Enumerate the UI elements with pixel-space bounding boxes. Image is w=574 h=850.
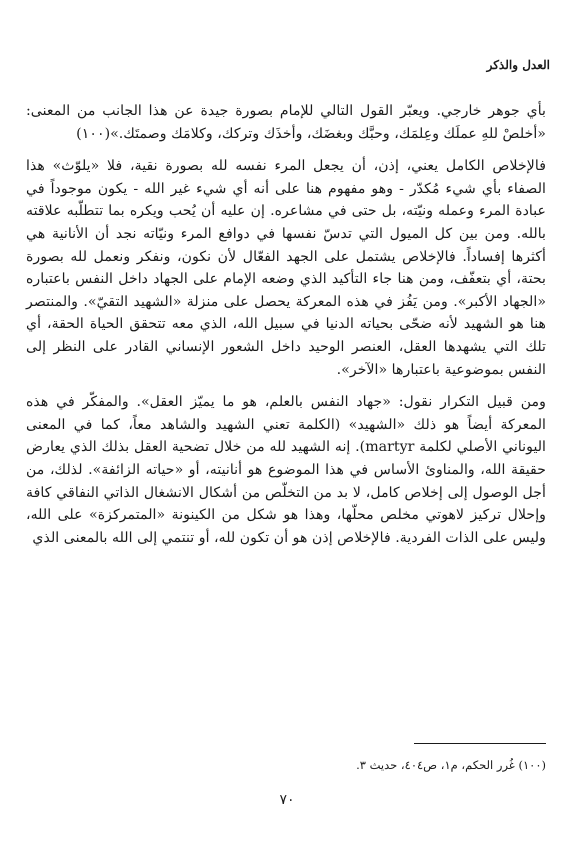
footnote: (١٠٠) غُرر الحكم، م١، ص٤٠٤، حديث ٣. xyxy=(356,758,546,772)
paragraph-2: فالإخلاص الكامل يعني، إذن، أن يجعل المرء نفسه لله بصورة نقية، فلا «يلوّث» هذا الصفاء بأي شيء مُكدّر - وهو مفهوم هنا على أنه أي شيء غير الله - يكون موجوداً في عبادة المرء وعمله ونيّته، بل حتى في مشاعره. إن عليه أن يُحب ويكره بما تتطلّبه علاقته بالله. ومن بين كل الميول التي تدسّ نفسها في دوافع المرء ونيّاته نجد أن الأنانية هي أكثرها إفساداً. فالإخلاص يشتمل على الجهد الفعّال لأن نكون، ونفكر ونعمل لله بصورة بحتة، أي بتعفّف، ومن هنا جاء التأكيد الذي وضعه الإمام على الجهاد داخل النفس باعتباره «الجهاد الأكبر». ومن يَفُز في هذه المعركة يحصل على منزلة «الشهيد التقيّ». والمنتصر هنا هو الشهيد لأنه ضحّى بحياته الدنيا في سبيل الله، الذي معه تتحقق الحياة الحقة، أي تلك التي يشهدها العقل، العنصر الوحيد داخل الشعور الإنساني القادر على النظر إلى النفس بموضوعية باعتبارها «الآخر». xyxy=(26,158,546,378)
footnote-divider xyxy=(414,743,546,744)
running-header: العدل والذكر xyxy=(486,58,550,72)
paragraph-1: بأي جوهر خارجي. ويعبّر القول التالي للإمام بصورة جيدة عن هذا الجانب من المعنى: «أخلصْ للهِ عملَك وعِلمَك، وحبَّك وبغضَك، وأخذَك وتركك، وكلامَك وصمتَك.»(١٠٠) xyxy=(26,103,546,142)
paragraph-3: ومن قبيل التكرار نقول: «جهاد النفس بالعلم، هو ما يميّز العقل». والمفكّر في هذه المعركة أيضاً هو ذلك «الشهيد» (الكلمة تعني الشهيد والشاهد معاً، كما في المعنى اليوناني الأصلي لكلمة martyr). إنه الشهيد لله من خلال تضحية العقل بذلك الذي يعارض حقيقة الله، والمناوئ الأساس في هذا الموضوع هو أنانيته، أو «حياته الزائفة». لذلك، من أجل الوصول إلى إخلاص كامل، لا بد من التخلّص من أشكال الانشغال الذاتي النفاقي كافة وإحلال تركيز لاهوتي مخلص محلّها، وهذا هو شكل من الكينونة «المتمركزة» على الله، وليس على الذات الفردية. فالإخلاص إذن هو أن تكون لله، أو تنتمي إلى الله بالمعنى الذي xyxy=(26,394,546,546)
page-number: ٧٠ xyxy=(279,792,295,808)
body-text xyxy=(26,100,546,549)
